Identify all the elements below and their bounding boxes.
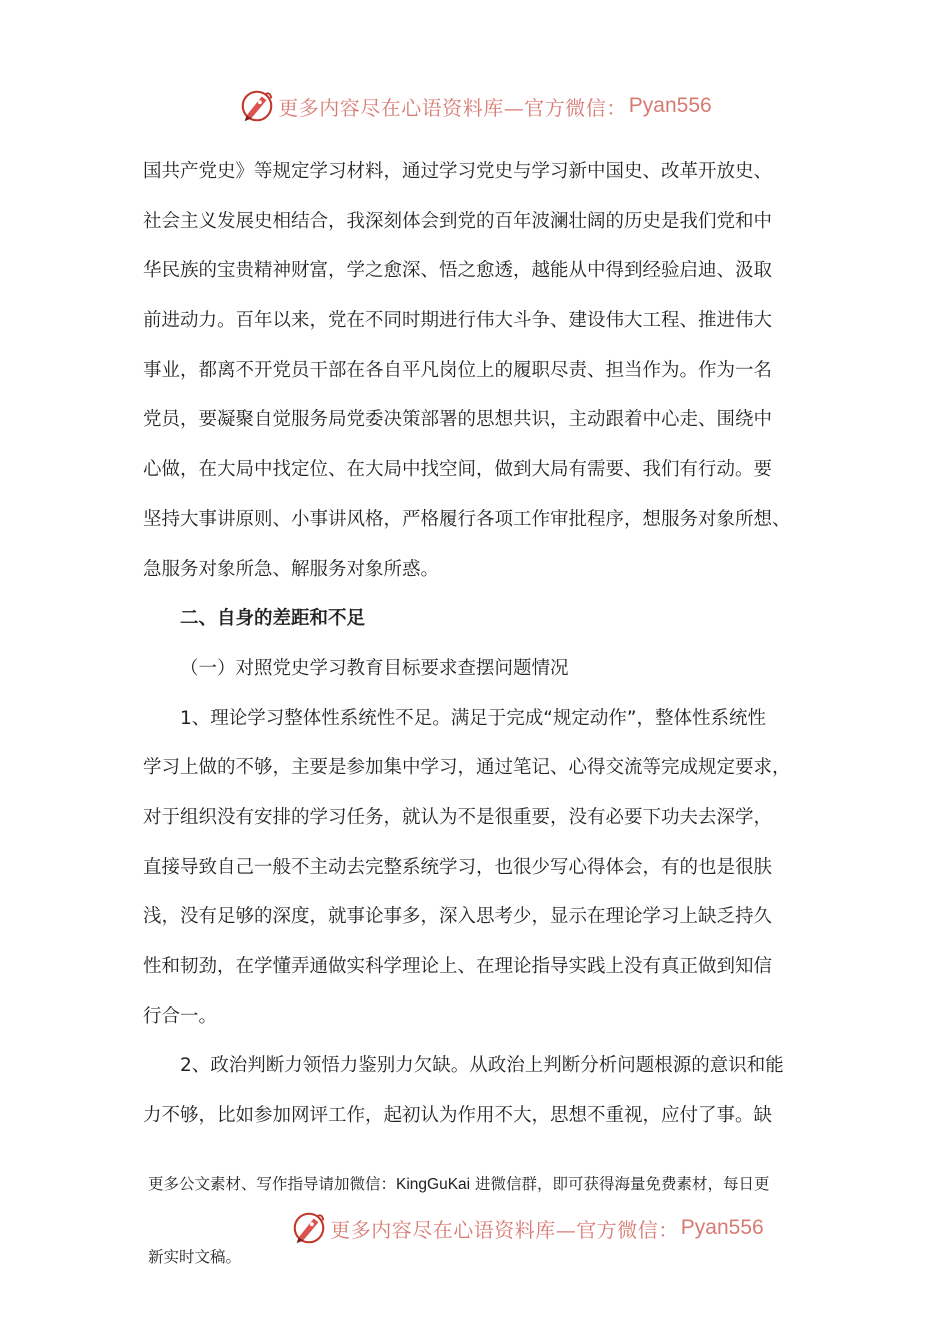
footer-promo-line [148,1172,770,1194]
item-1-line: 对于组织没有安排的学习任务，就认为不是很重要，没有必要下功夫去深学， [143,806,773,828]
pen-nib-logo-icon [238,87,276,125]
paragraph-line: 国共产党史》等规定学习材料，通过学习党史与学习新中国史、改革开放史、 [143,161,773,182]
watermark-wechat-id: Pyan556 [628,94,712,117]
watermark-content [238,87,711,125]
paragraph-line: 前进动力。百年以来，党在不同时期进行伟大斗争、建设伟大工程、推进伟大 [143,310,773,332]
section-heading: 二、自身的差距和不足 [180,608,366,630]
paragraph-line: 党员，要凝聚自觉服务局党委决策部署的思想共识，主动跟着中心走、围绕中 [143,409,773,431]
item-2-line: 力不够，比如参加网评工作，起初认为作用不大，思想不重视，应付了事。缺 [143,1105,773,1127]
item-1-line: 1、理论学习整体性系统性不足。满足于完成“规定动作”，整体性系统性 [180,707,766,729]
paragraph-line: 心做，在大局中找定位、在大局中找空间，做到大局有需要、我们有行动。要 [143,459,773,481]
footer-promo-suffix: 进微信群，即可获得海量免费素材，每日更 [470,1175,770,1193]
watermark-content [290,1209,763,1247]
pen-nib-logo-icon [290,1209,328,1247]
footer-promo-line-2: 新实时文稿。 [148,1248,242,1266]
item-1-line: 性和韧劲，在学懂弄通做实科学理论上、在理论指导实践上没有真正做到知信 [143,956,773,977]
watermark-text: 更多内容尽在心语资料库—官方微信： [278,95,627,120]
footer-promo-prefix: 更多公文素材、写作指导请加微信： [148,1175,397,1193]
document-body [143,147,813,1141]
header-watermark [0,86,950,126]
paragraph-line: 急服务对象所急、解服务对象所惑。 [143,558,440,580]
item-1-line: 行合一。 [143,1005,218,1027]
paragraph-line: 华民族的宝贵精神财富，学之愈深、悟之愈透，越能从中得到经验启迪、汲取 [143,260,773,282]
watermark-text: 更多内容尽在心语资料库—官方微信： [330,1217,679,1242]
paragraph-line: 社会主义发展史相结合，我深刻体会到党的百年波澜壮阔的历史是我们党和中 [143,210,773,232]
item-2-line: 2、政治判断力领悟力鉴别力欠缺。从政治上判断分析问题根源的意识和能 [180,1055,784,1077]
paragraph-line: 事业，都离不开党员干部在各自平凡岗位上的履职尽责、担当作为。作为一名 [143,359,773,381]
item-1-line: 浅，没有足够的深度，就事论事多，深入思考少，显示在理论学习上缺乏持久 [143,906,773,928]
watermark-wechat-id: Pyan556 [680,1216,764,1239]
subsection-heading: （一）对照党史学习教育目标要求查摆问题情况 [180,657,569,679]
paragraph-line: 坚持大事讲原则、小事讲风格，严格履行各项工作审批程序，想服务对象所想、 [143,508,791,530]
footer-watermark [52,1208,950,1248]
item-1-line: 学习上做的不够，主要是参加集中学习，通过笔记、心得交流等完成规定要求， [143,757,791,779]
item-1-line: 直接导致自己一般不主动去完整系统学习，也很少写心得体会，有的也是很肤 [143,856,773,878]
footer-wechat-id: KingGuKai [396,1176,471,1193]
